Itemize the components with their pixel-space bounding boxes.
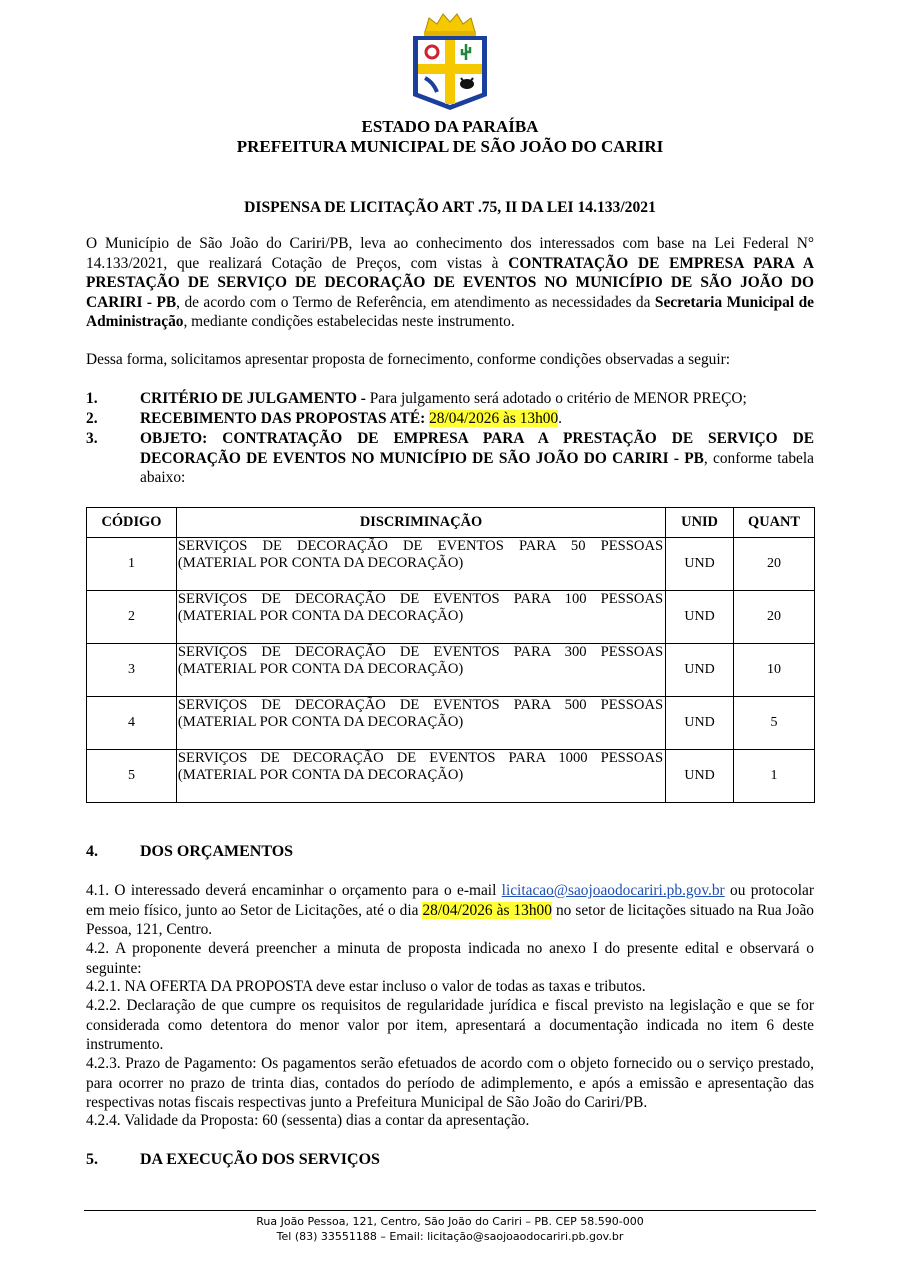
header-unit: UNID bbox=[666, 508, 734, 538]
row-unit: UND bbox=[666, 750, 734, 803]
row-code: 2 bbox=[87, 591, 177, 644]
request-paragraph: Dessa forma, solicitamos apresentar proposta de fornecimento, conforme condições observadas a seguir: bbox=[86, 351, 731, 368]
row-unit: UND bbox=[666, 644, 734, 697]
table-row bbox=[87, 538, 815, 591]
table-header-row bbox=[87, 508, 815, 538]
intro-paragraph: O Município de São João do Cariri/PB, leva ao conhecimento dos interessados com base na Lei Federal N° 14.133/2021, que realizará Cotação de Preços, com vistas à CONTRATAÇÃO DE EMPRESA PARA A PRESTAÇÃO DE SERVIÇO DE DECORAÇÃO DE EVENTOS NO MUNICÍPIO DE SÃO JOÃO DO CARIRI - PB, de acordo com o Termo de Referência, em atendimento as necessidades da Secretaria Municipal de Administração, mediante condições estabelecidas neste instrumento. bbox=[86, 235, 814, 330]
row-quantity: 5 bbox=[734, 697, 815, 750]
list-item-3: 3. OBJETO: CONTRATAÇÃO DE EMPRESA PARA A PRESTAÇÃO DE SERVIÇO DE DECORAÇÃO DE EVENTOS NO MUNICÍPIO DE SÃO JOÃO DO CARIRI - PB, conforme tabela abaixo: bbox=[86, 430, 814, 486]
header-quantity: QUANT bbox=[734, 508, 815, 538]
clause-4-2-3: 4.2.3. Prazo de Pagamento: Os pagamentos serão efetuados de acordo com o objeto fornecido ou o serviço prestado, para ocorrer no prazo de trinta dias, contados do período de adimplemento, e após a emissão e apresentação das respectivas notas fiscais respectivas junto a Prefeitura Municipal de São João do Cariri/PB. bbox=[86, 1055, 814, 1111]
clause-4-2-1: 4.2.1. NA OFERTA DA PROPOSTA deve estar incluso o valor de todas as taxas e tributos. bbox=[86, 978, 646, 995]
document-title: DISPENSA DE LICITAÇÃO ART .75, II DA LEI 14.133/2021 bbox=[244, 199, 656, 216]
footer-divider bbox=[84, 1210, 816, 1211]
row-description: SERVIÇOS DE DECORAÇÃO DE EVENTOS PARA 50 PESSOAS (MATERIAL POR CONTA DA DECORAÇÃO) bbox=[176, 538, 665, 591]
deadline-highlight: 28/04/2026 às 13h00 bbox=[429, 410, 559, 427]
row-description: SERVIÇOS DE DECORAÇÃO DE EVENTOS PARA 1000 PESSOAS (MATERIAL POR CONTA DA DECORAÇÃO) bbox=[176, 750, 665, 803]
row-description: SERVIÇOS DE DECORAÇÃO DE EVENTOS PARA 100 PESSOAS (MATERIAL POR CONTA DA DECORAÇÃO) bbox=[176, 591, 665, 644]
row-quantity: 20 bbox=[734, 538, 815, 591]
clause-4-2-2: 4.2.2. Declaração de que cumpre os requisitos de regularidade jurídica e fiscal previsto na legislação e que se for considerada como detentora do menor valor por item, apresentará a documentação indicada no item 6 deste instrumento. bbox=[86, 997, 814, 1053]
row-quantity: 20 bbox=[734, 591, 815, 644]
clause-4-2: 4.2. A proponente deverá preencher a minuta de proposta indicada no anexo I do presente edital e observará o seguinte: bbox=[86, 940, 814, 977]
table-row bbox=[87, 591, 815, 644]
row-code: 1 bbox=[87, 538, 177, 591]
row-description: SERVIÇOS DE DECORAÇÃO DE EVENTOS PARA 300 PESSOAS (MATERIAL POR CONTA DA DECORAÇÃO) bbox=[176, 644, 665, 697]
clause-4-1: 4.1. O interessado deverá encaminhar o orçamento para o e-mail licitacao@saojoaodocariri.pb.gov.br ou protocolar em meio físico, junto ao Setor de Licitações, até o dia 28/04/2026 às 13h00 no setor de licitações situado na Rua João Pessoa, 121, Centro. bbox=[86, 882, 814, 938]
table-row bbox=[87, 697, 815, 750]
row-unit: UND bbox=[666, 697, 734, 750]
row-code: 4 bbox=[87, 697, 177, 750]
table-row bbox=[87, 644, 815, 697]
municipal-crest-emblem bbox=[411, 12, 489, 112]
footer-address: Rua João Pessoa, 121, Centro, São João do Cariri – PB. CEP 58.590-000 bbox=[256, 1215, 644, 1228]
list-item-1: 1. CRITÉRIO DE JULGAMENTO - Para julgamento será adotado o critério de MENOR PREÇO; bbox=[86, 390, 747, 407]
email-link[interactable]: licitacao@saojoaodocariri.pb.gov.br bbox=[501, 882, 725, 899]
row-quantity: 1 bbox=[734, 750, 815, 803]
table-row bbox=[87, 750, 815, 803]
header-code: CÓDIGO bbox=[87, 508, 177, 538]
row-quantity: 10 bbox=[734, 644, 815, 697]
services-table bbox=[86, 507, 815, 803]
state-name: ESTADO DA PARAÍBA bbox=[361, 117, 539, 136]
row-code: 5 bbox=[87, 750, 177, 803]
footer-contact: Tel (83) 33551188 – Email: licitação@saojoaodocariri.pb.gov.br bbox=[276, 1230, 624, 1243]
row-description: SERVIÇOS DE DECORAÇÃO DE EVENTOS PARA 500 PESSOAS (MATERIAL POR CONTA DA DECORAÇÃO) bbox=[176, 697, 665, 750]
deadline-highlight: 28/04/2026 às 13h00 bbox=[422, 901, 552, 919]
header-description: DISCRIMINAÇÃO bbox=[176, 508, 665, 538]
clause-4-2-4: 4.2.4. Validade da Proposta: 60 (sessenta) dias a contar da apresentação. bbox=[86, 1112, 530, 1129]
row-unit: UND bbox=[666, 538, 734, 591]
municipality-name: PREFEITURA MUNICIPAL DE SÃO JOÃO DO CARIRI bbox=[236, 137, 664, 156]
list-item-2: 2. RECEBIMENTO DAS PROPOSTAS ATÉ: 28/04/2026 às 13h00. bbox=[86, 410, 563, 427]
row-unit: UND bbox=[666, 591, 734, 644]
row-code: 3 bbox=[87, 644, 177, 697]
